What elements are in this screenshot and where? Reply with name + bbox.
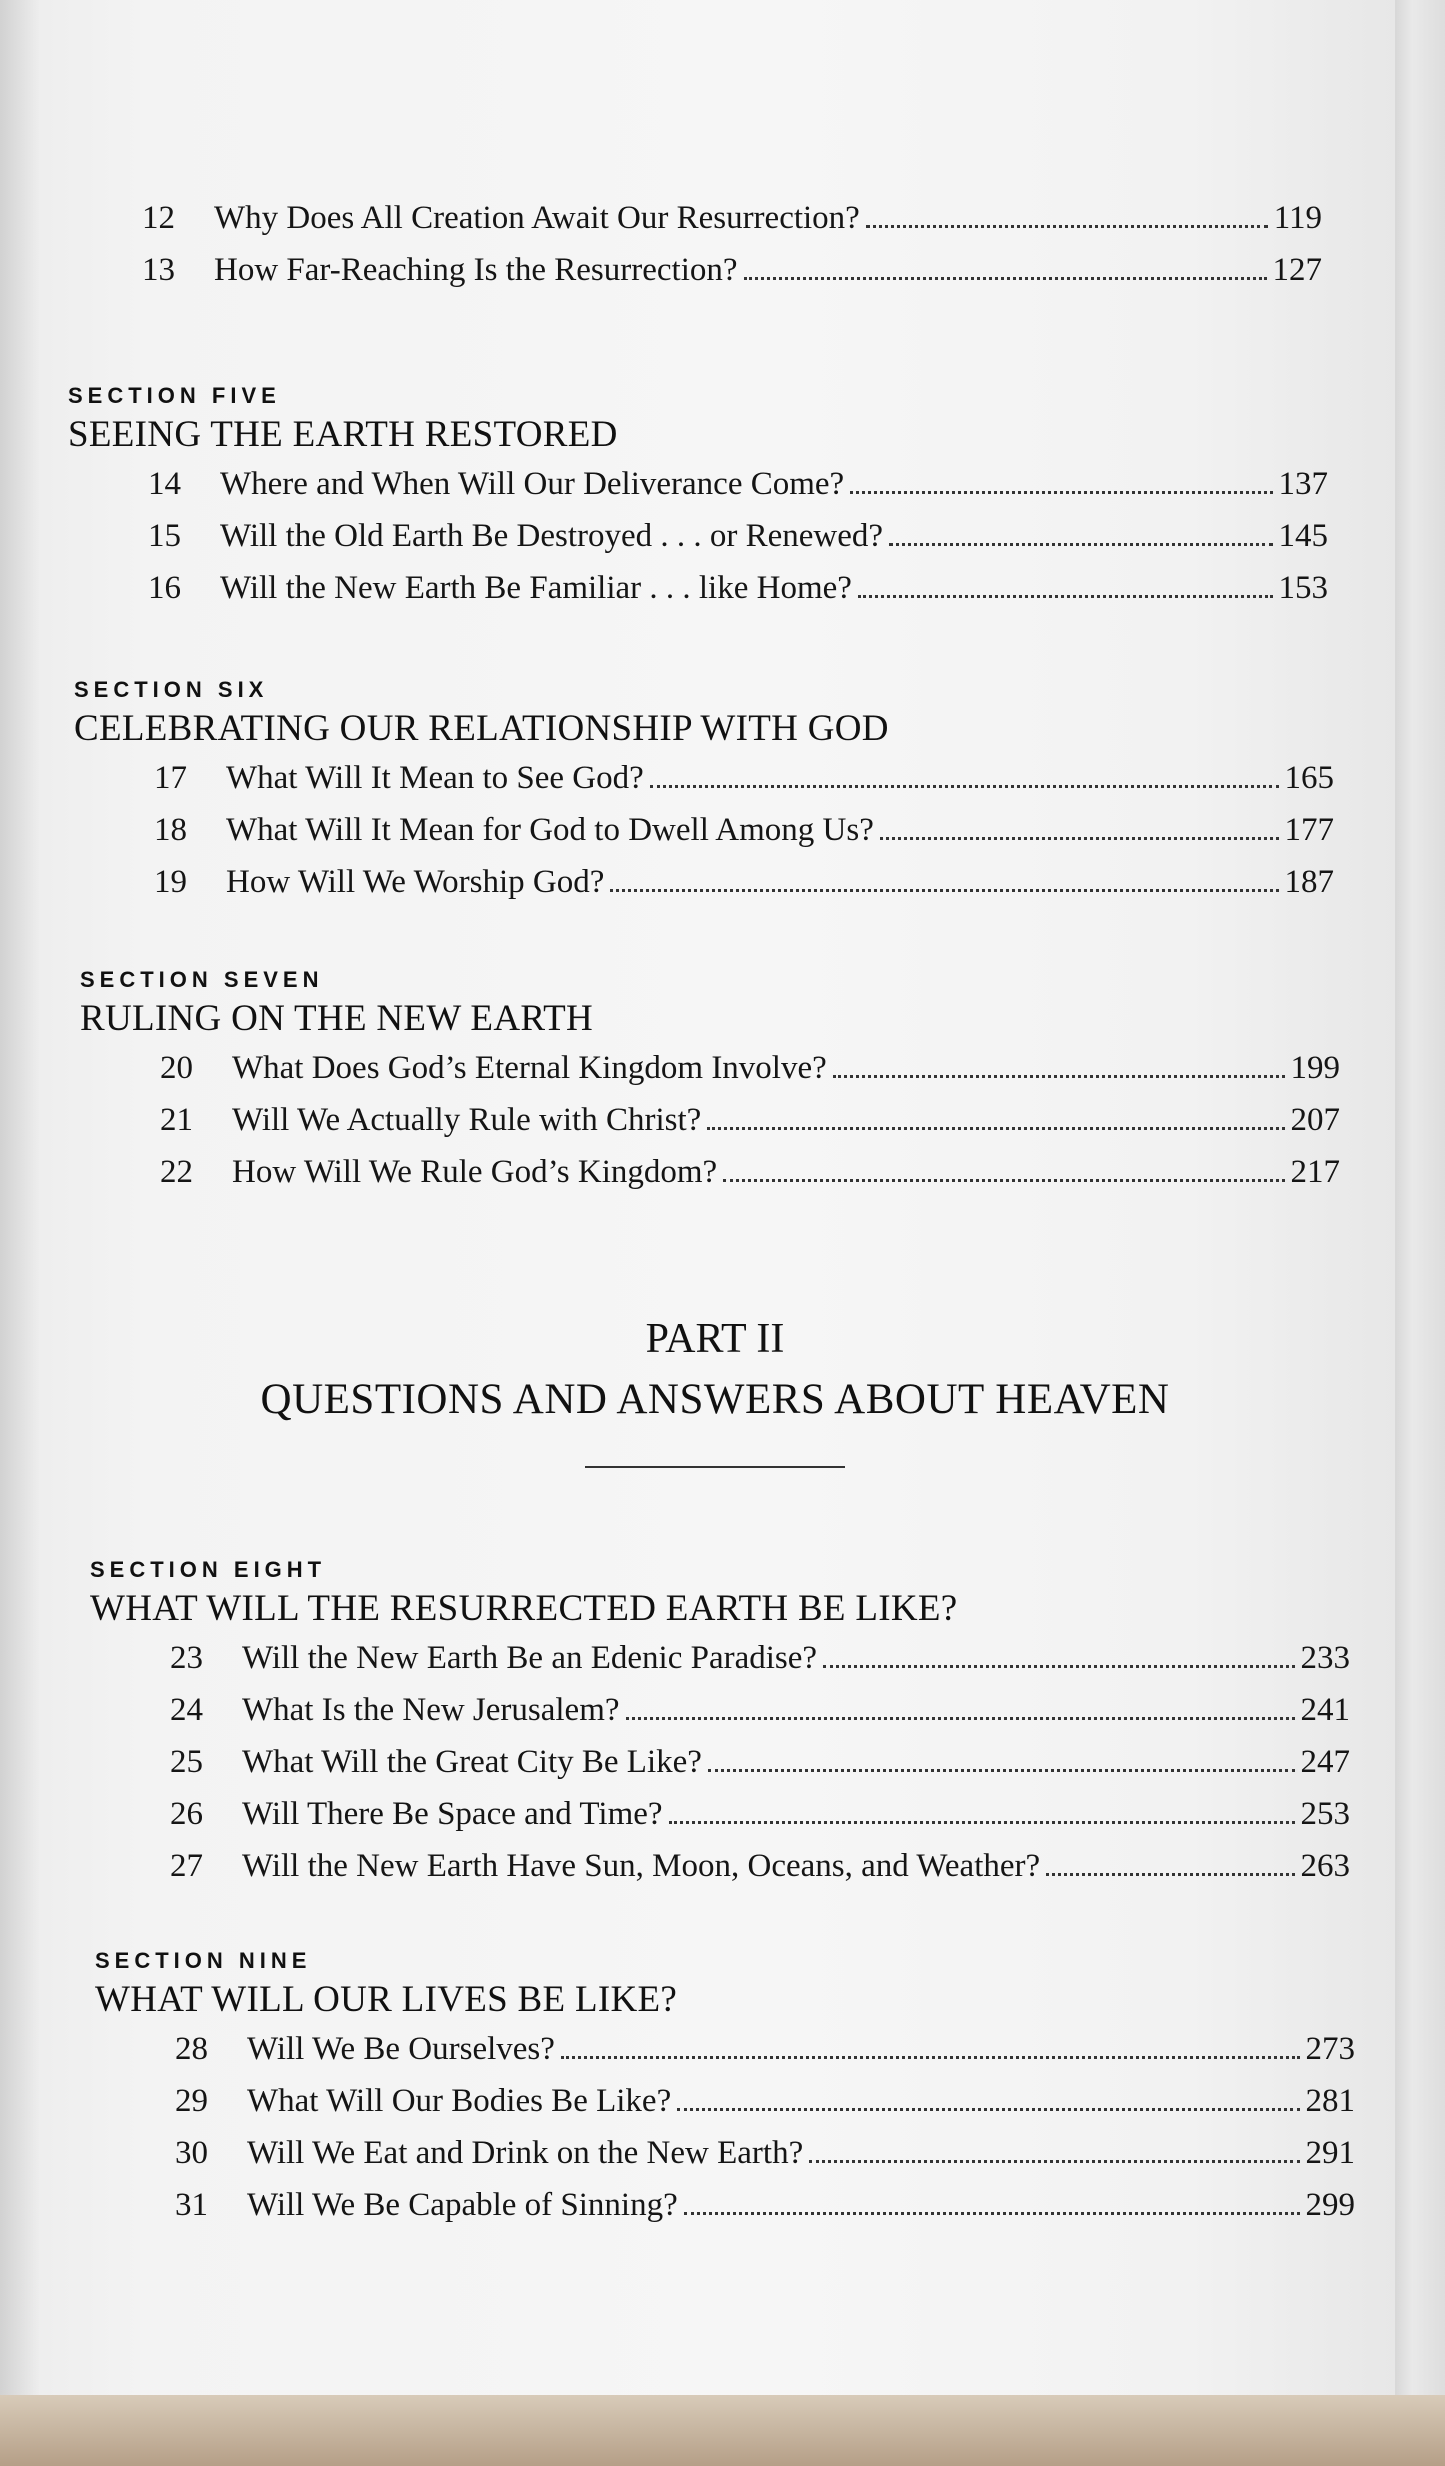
entry-page: 253	[1300, 1796, 1350, 1832]
entry-title: What Will It Mean for God to Dwell Among Us?	[226, 812, 874, 848]
entry-page: 145	[1278, 518, 1328, 554]
toc-entry[interactable]	[170, 1744, 1350, 1796]
entry-title: How Will We Worship God?	[226, 864, 605, 900]
toc-entry[interactable]	[160, 1154, 1340, 1206]
entry-number: 26	[170, 1796, 203, 1832]
toc-entry[interactable]	[170, 1848, 1350, 1900]
dot-leader	[866, 225, 1268, 228]
section-title: WHAT WILL THE RESURRECTED EARTH BE LIKE?	[90, 1588, 958, 1629]
dot-leader	[850, 491, 1272, 494]
toc-entry[interactable]	[170, 1692, 1350, 1744]
section-five	[68, 383, 1328, 622]
dot-leader	[708, 1769, 1295, 1772]
part-divider	[585, 1466, 845, 1468]
part-subtitle: QUESTIONS AND ANSWERS ABOUT HEAVEN	[260, 1376, 1170, 1423]
toc-entry[interactable]	[175, 2031, 1355, 2083]
dot-leader	[650, 785, 1279, 788]
entry-title: Will We Actually Rule with Christ?	[232, 1102, 702, 1138]
entry-page: 217	[1290, 1154, 1340, 1190]
section-label: SECTION FIVE	[68, 383, 281, 408]
entry-number: 13	[142, 252, 175, 288]
entry-title: Why Does All Creation Await Our Resurrection?	[214, 200, 860, 236]
entry-page: 233	[1300, 1640, 1350, 1676]
entry-number: 23	[170, 1640, 203, 1676]
entry-title: Where and When Will Our Deliverance Come?	[220, 466, 845, 502]
toc-entry[interactable]	[142, 200, 1322, 252]
section-title: RULING ON THE NEW EARTH	[80, 998, 594, 1039]
toc-entry[interactable]	[170, 1796, 1350, 1848]
entry-page: 127	[1272, 252, 1322, 288]
entry-number: 21	[160, 1102, 193, 1138]
section-nine	[95, 1948, 1355, 2239]
entry-number: 12	[142, 200, 175, 236]
toc-entry[interactable]	[175, 2083, 1355, 2135]
entry-page: 187	[1284, 864, 1334, 900]
section-label: SECTION SIX	[74, 677, 269, 702]
entry-title: Will the New Earth Have Sun, Moon, Oceans, and Weather?	[242, 1848, 1041, 1884]
dot-leader	[858, 595, 1273, 598]
dot-leader	[669, 1821, 1295, 1824]
dot-leader	[610, 889, 1278, 892]
entry-page: 199	[1290, 1050, 1340, 1086]
dot-leader	[561, 2056, 1300, 2059]
toc-entry[interactable]	[142, 252, 1322, 304]
dot-leader	[684, 2212, 1300, 2215]
entry-title: Will We Eat and Drink on the New Earth?	[247, 2135, 804, 2171]
entry-number: 30	[175, 2135, 208, 2171]
toc-continuation	[142, 200, 1322, 304]
entry-title: What Does God’s Eternal Kingdom Involve?	[232, 1050, 827, 1086]
entry-number: 22	[160, 1154, 193, 1190]
entry-title: What Will Our Bodies Be Like?	[247, 2083, 672, 2119]
entry-title: Will the New Earth Be Familiar . . . like Home?	[220, 570, 852, 606]
toc-entry[interactable]	[148, 518, 1328, 570]
page-edge	[1395, 0, 1445, 2466]
dot-leader	[626, 1717, 1295, 1720]
toc-entry[interactable]	[175, 2187, 1355, 2239]
entry-title: Will There Be Space and Time?	[242, 1796, 663, 1832]
entry-page: 273	[1305, 2031, 1355, 2067]
entry-page: 165	[1284, 760, 1334, 796]
dot-leader	[707, 1127, 1284, 1130]
section-label: SECTION EIGHT	[90, 1557, 327, 1582]
entry-number: 25	[170, 1744, 203, 1780]
dot-leader	[823, 1665, 1294, 1668]
section-eight	[90, 1557, 1350, 1900]
dot-leader	[1046, 1873, 1294, 1876]
entry-number: 16	[148, 570, 181, 606]
dot-leader	[677, 2108, 1299, 2111]
book-cover-bottom	[0, 2395, 1445, 2466]
toc-entry[interactable]	[154, 760, 1334, 812]
section-title: CELEBRATING OUR RELATIONSHIP WITH GOD	[74, 708, 889, 749]
dot-leader	[744, 277, 1267, 280]
entry-page: 119	[1273, 200, 1322, 236]
entry-page: 207	[1290, 1102, 1340, 1138]
toc-entry[interactable]	[154, 864, 1334, 916]
entry-page: 137	[1278, 466, 1328, 502]
entry-page: 263	[1300, 1848, 1350, 1884]
dot-leader	[889, 543, 1272, 546]
toc-entry[interactable]	[148, 570, 1328, 622]
dot-leader	[880, 837, 1279, 840]
toc-entry[interactable]	[160, 1102, 1340, 1154]
entry-number: 28	[175, 2031, 208, 2067]
entry-number: 24	[170, 1692, 203, 1728]
section-seven	[80, 967, 1340, 1206]
section-title: SEEING THE EARTH RESTORED	[68, 414, 618, 455]
entry-title: How Will We Rule God’s Kingdom?	[232, 1154, 718, 1190]
entry-title: Will We Be Ourselves?	[247, 2031, 555, 2067]
entry-number: 31	[175, 2187, 208, 2223]
entry-page: 291	[1305, 2135, 1355, 2171]
toc-entry[interactable]	[154, 812, 1334, 864]
entry-number: 18	[154, 812, 187, 848]
dot-leader	[809, 2160, 1299, 2163]
entry-number: 27	[170, 1848, 203, 1884]
section-label: SECTION NINE	[95, 1948, 312, 1973]
part-title: PART II	[645, 1316, 785, 1362]
page-spine-shadow	[0, 0, 40, 2395]
dot-leader	[833, 1075, 1285, 1078]
entry-page: 299	[1305, 2187, 1355, 2223]
entry-page: 247	[1300, 1744, 1350, 1780]
entry-number: 20	[160, 1050, 193, 1086]
entry-title: Will We Be Capable of Sinning?	[247, 2187, 678, 2223]
entry-title: What Is the New Jerusalem?	[242, 1692, 620, 1728]
entry-number: 17	[154, 760, 187, 796]
section-title: WHAT WILL OUR LIVES BE LIKE?	[95, 1979, 678, 2020]
toc-entry[interactable]	[160, 1050, 1340, 1102]
entry-title: Will the Old Earth Be Destroyed . . . or Renewed?	[220, 518, 884, 554]
entry-page: 177	[1284, 812, 1334, 848]
entry-page: 281	[1305, 2083, 1355, 2119]
entry-title: What Will It Mean to See God?	[226, 760, 644, 796]
toc-entry[interactable]	[175, 2135, 1355, 2187]
entry-number: 14	[148, 466, 181, 502]
entry-title: How Far-Reaching Is the Resurrection?	[214, 252, 738, 288]
part-heading	[150, 1315, 1280, 1468]
toc-entry[interactable]	[148, 466, 1328, 518]
entry-title: Will the New Earth Be an Edenic Paradise?	[242, 1640, 818, 1676]
toc-entry[interactable]	[170, 1640, 1350, 1692]
entry-number: 19	[154, 864, 187, 900]
section-six	[74, 677, 1334, 916]
section-label: SECTION SEVEN	[80, 967, 324, 992]
entry-number: 29	[175, 2083, 208, 2119]
entry-title: What Will the Great City Be Like?	[242, 1744, 702, 1780]
entry-page: 153	[1278, 570, 1328, 606]
entry-number: 15	[148, 518, 181, 554]
entry-page: 241	[1300, 1692, 1350, 1728]
dot-leader	[723, 1179, 1284, 1182]
